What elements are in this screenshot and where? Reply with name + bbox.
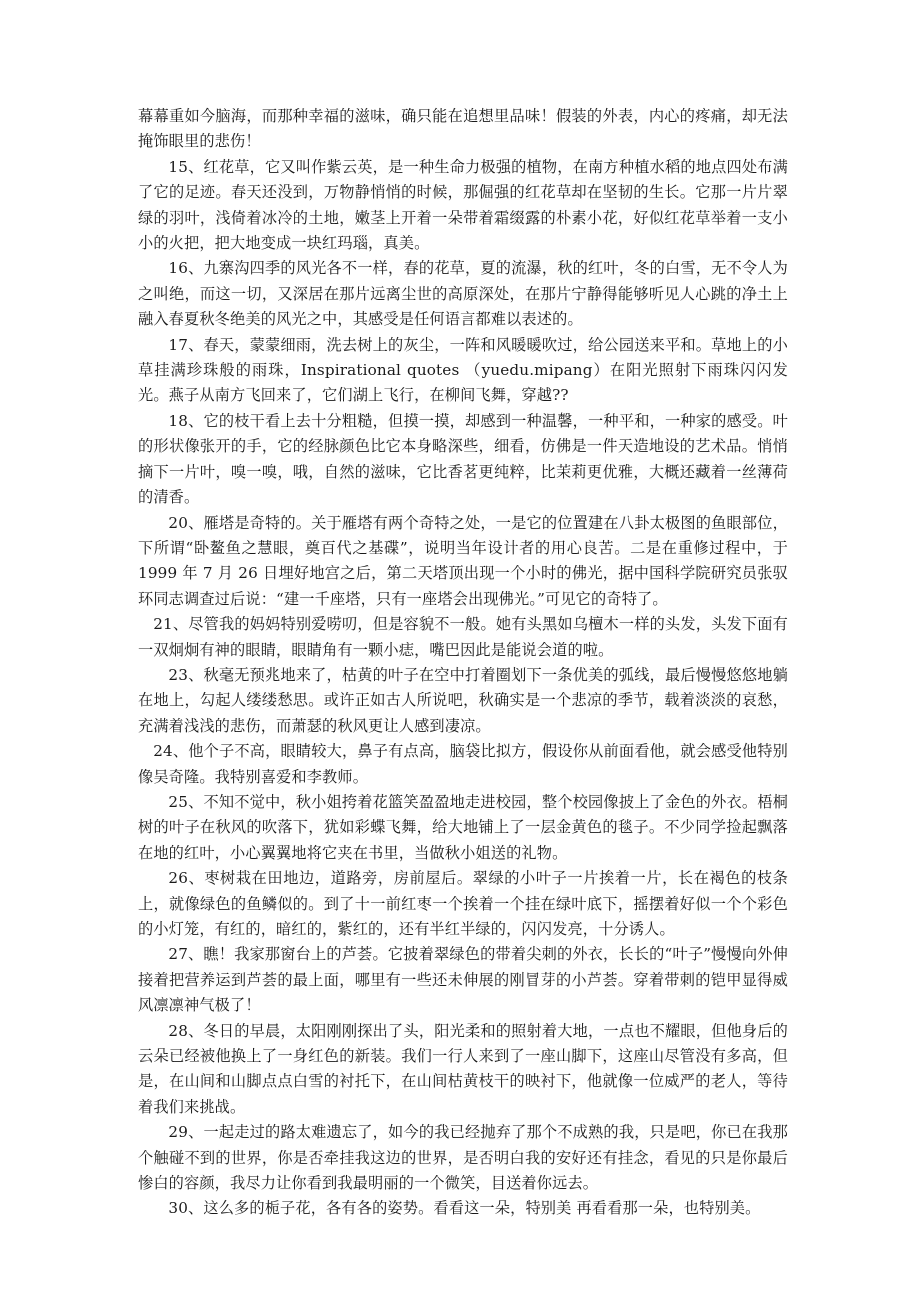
paragraph-24: 24、他个子不高，眼睛较大，鼻子有点高，脑袋比拟方，假设你从前面看他，就会感受他特别像吴奇隆。我特别喜爱和李教师。 — [138, 742, 788, 786]
paragraph-16: 16、九寨沟四季的风光各不一样，春的花草，夏的流瀑，秋的红叶，冬的白雪，无不令人为之叫绝，而这一切，又深居在那片远离尘世的高原深处，在那片宁静得能够听见人心跳的净土上融入春夏秋冬绝美的风光之中，其感受是任何语言都难以表述的。 — [138, 259, 788, 329]
paragraph-29: 29、一起走过的路太难遗忘了，如今的我已经抛弃了那个不成熟的我，只是吧，你已在我那个触碰不到的世界，你是否牵挂我这边的世界，是否明白我的安好还有挂念，看见的只是你最后惨白的容颜，我尽力让你看到我最明丽的一个微笑，目送着你远去。 — [138, 1123, 788, 1193]
paragraph-28: 28、冬日的早晨，太阳刚刚探出了头，阳光柔和的照射着大地，一点也不耀眼，但他身后的云朵已经被他换上了一身红色的新装。我们一行人来到了一座山脚下，这座山尽管没有多高，但是，在山间和山脚点点白雪的衬托下，在山间枯黄枝干的映衬下，他就像一位威严的老人，等待着我们来挑战。 — [138, 1021, 788, 1116]
paragraph-23: 23、秋毫无预兆地来了，枯黄的叶子在空中打着圈划下一条优美的弧线，最后慢慢悠悠地躺在地上，勾起人缕缕愁思。或许正如古人所说吧，秋确实是一个悲凉的季节，载着淡淡的哀愁，充满着浅浅的悲伤，而萧瑟的秋风更让人感到凄凉。 — [138, 665, 788, 735]
paragraph-17: 17、春天，蒙蒙细雨，洗去树上的灰尘，一阵和风暖暖吹过，给公园送来平和。草地上的小草挂满珍珠般的雨珠，Inspirational quotes （yuedu.mipang）在阳光照射下雨珠闪闪发光。燕子从南方飞回来了，它们湖上飞行，在柳间飞舞，穿越?? — [138, 335, 788, 405]
paragraph-25: 25、不知不觉中，秋小姐挎着花篮笑盈盈地走进校园，整个校园像披上了金色的外衣。梧桐树的叶子在秋风的吹落下，犹如彩蝶飞舞，给大地铺上了一层金黄色的毯子。不少同学捡起飘落在地的红叶，小心翼翼地将它夹在书里，当做秋小姐送的礼物。 — [138, 792, 788, 862]
paragraph-30: 30、这么多的栀子花，各有各的姿势。看看这一朵，特别美 再看看那一朵，也特别美。 — [168, 1199, 761, 1218]
paragraph-27: 27、瞧！我家那窗台上的芦荟。它披着翠绿色的带着尖刺的外衣，长长的“叶子”慢慢向外伸接着把营养运到芦荟的最上面，哪里有一些还未伸展的刚冒芽的小芦荟。穿着带刺的铠甲显得威风凛凛神气极了！ — [138, 945, 788, 1015]
document-page — [138, 104, 788, 1222]
paragraph-21: 21、尽管我的妈妈特别爱唠叨，但是容貌不一般。她有头黑如乌檀木一样的头发，头发下面有一双炯炯有神的眼睛，眼睛角有一颗小痣，嘴巴因此是能说会道的啦。 — [138, 615, 788, 659]
paragraph-intro: 幕幕重如今脑海，而那种幸福的滋味，确只能在追想里品味！假装的外表，内心的疼痛，却无法掩饰眼里的悲伤！ — [138, 107, 788, 151]
paragraph-26: 26、枣树栽在田地边，道路旁，房前屋后。翠绿的小叶子一片挨着一片，长在褐色的枝条上，就像绿色的鱼鳞似的。到了十一前红枣一个挨着一个挂在绿叶底下，摇摆着好似一个个彩色的小灯笼，有红的，暗红的，紫红的，还有半红半绿的，闪闪发亮，十分诱人。 — [138, 869, 788, 938]
paragraph-15: 15、红花草，它又叫作紫云英，是一种生命力极强的植物，在南方种植水稻的地点四处布满了它的足迹。春天还没到，万物静悄悄的时候，那倔强的红花草却在坚韧的生长。它那一片片翠绿的羽叶，浅倚着冰冷的土地，嫩茎上开着一朵带着霜缀露的朴素小花，好似红花草举着一支小小的火把，把大地变成一块红玛瑙，真美。 — [138, 157, 788, 253]
paragraph-18: 18、它的枝干看上去十分粗糙，但摸一摸，却感到一种温馨，一种平和，一种家的感受。叶的形状像张开的手，它的经脉颜色比它本身略深些，细看，仿佛是一件天造地设的艺术品。悄悄摘下一片叶，嗅一嗅，哦，自然的滋味，它比香茗更纯粹，比茉莉更优雅，大概还藏着一丝薄荷的清香。 — [138, 411, 788, 507]
paragraph-20: 20、雁塔是奇特的。关于雁塔有两个奇特之处，一是它的位置建在八卦太极图的鱼眼部位，下所谓“卧鳌鱼之慧眼，奠百代之基碟”，说明当年设计者的用心良苦。二是在重修过程中，于 1999 年 7 月 26 日埋好地宫之后，第二天塔顶出现一个小时的佛光，据中国科学院研究员张驭环同志调查过后说：“建一千座塔，只有一座塔会出现佛光。”可见它的奇特了。 — [138, 513, 788, 608]
